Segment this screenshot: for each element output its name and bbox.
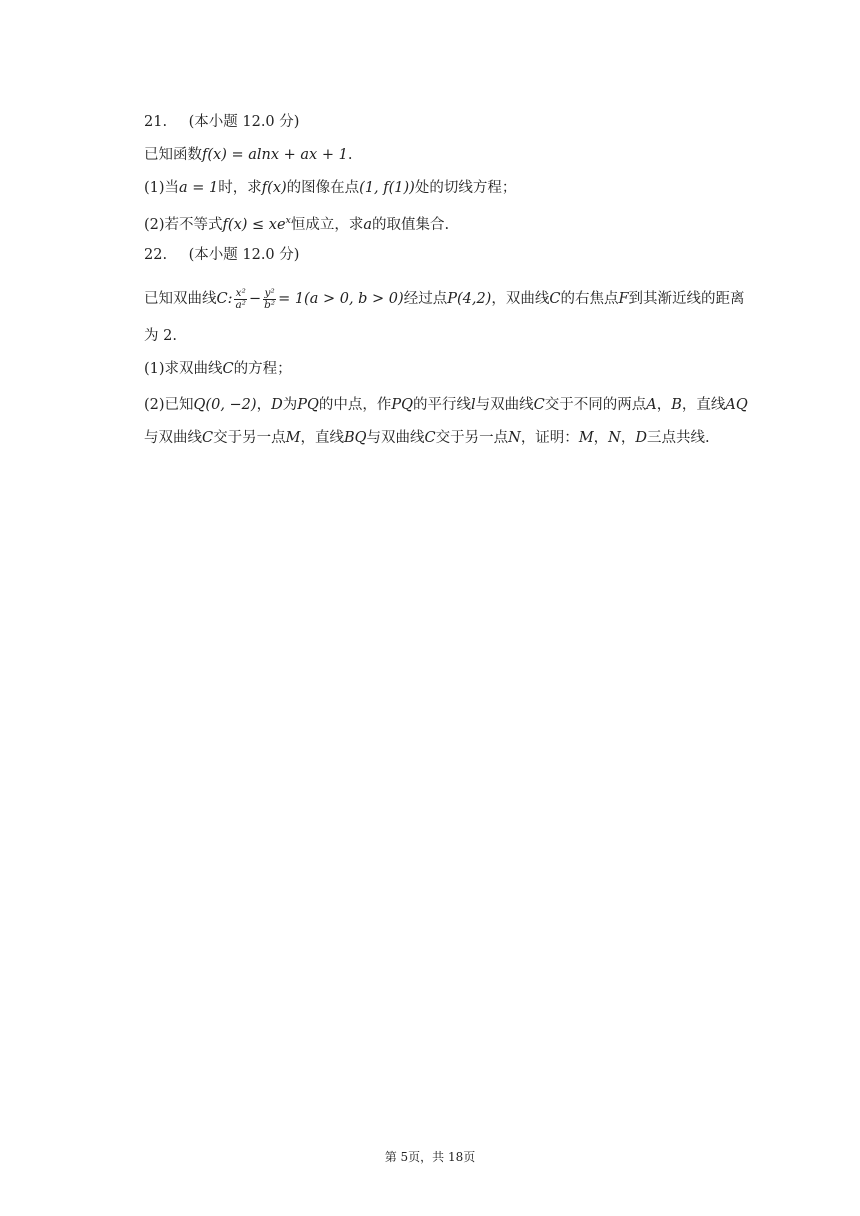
part-text: 三点共线.: [647, 430, 710, 446]
part-text: 与双曲线: [366, 430, 425, 446]
math-exponent: x: [285, 215, 291, 226]
part-text: 恒成立，求: [290, 216, 364, 233]
math-formula: C: [424, 430, 436, 446]
fraction-denominator: b²: [264, 298, 276, 311]
part-text: 为: [282, 397, 298, 413]
fraction-numerator: x²: [235, 286, 246, 299]
q22-part2-line1: [144, 395, 748, 415]
math-formula: F: [618, 291, 629, 307]
part-text: ，: [656, 397, 672, 413]
q21-stem: [144, 145, 352, 165]
math-formula: C:: [216, 291, 233, 307]
part-text: ，: [620, 430, 636, 446]
math-formula: N: [608, 430, 621, 446]
math-formula: C: [549, 291, 561, 307]
part-text: 交于另一点: [213, 430, 286, 446]
question-number: 22.: [144, 247, 168, 263]
math-formula: C: [222, 361, 234, 377]
q21-part2: [144, 211, 449, 235]
part-text: ，直线: [681, 397, 726, 413]
part-text: 的方程；: [233, 361, 292, 377]
stem-text: 已知双曲线: [144, 291, 217, 307]
q21-header: [144, 112, 299, 132]
math-formula: C: [202, 430, 214, 446]
part-text: 与双曲线: [144, 430, 202, 446]
stem-text: 到其渐近线的距离: [628, 291, 745, 307]
part-text: ，证明：: [520, 430, 579, 446]
math-formula: f(x): [261, 180, 287, 196]
part-text: 交于另一点: [435, 430, 509, 446]
math-formula: D: [271, 397, 283, 413]
q22-stem: [144, 287, 745, 311]
math-formula: C: [533, 397, 545, 413]
q22-stem-cont: [144, 326, 177, 346]
part-text: 的平行线: [413, 397, 472, 413]
stem-text: 已知函数: [144, 147, 202, 163]
math-formula: f(x) = alnx + ax + 1: [202, 147, 348, 163]
fraction-numerator: y²: [264, 286, 275, 299]
question-number: 21.: [144, 114, 168, 130]
part-text: (2)若不等式: [144, 216, 223, 233]
part-text: (1)求双曲线: [144, 361, 223, 377]
stem-text: ，双曲线: [491, 291, 550, 307]
part-text: 处的切线方程；: [414, 180, 517, 196]
math-formula: M: [578, 430, 594, 446]
math-formula: a: [363, 216, 373, 233]
question-points: (本小题 12.0 分): [188, 247, 300, 263]
part-text: ，: [593, 430, 609, 446]
math-formula: l: [471, 397, 476, 413]
math-formula: N: [508, 430, 521, 446]
part-text: 的取值集合.: [372, 216, 450, 233]
math-formula: M: [285, 430, 301, 446]
part-text: (2)已知: [144, 397, 194, 413]
math-formula: (1, f(1)): [359, 180, 415, 196]
math-formula: PQ: [391, 397, 414, 413]
q22-header: [144, 245, 299, 265]
math-formula: PQ: [297, 397, 319, 413]
part-text: ，: [256, 397, 272, 413]
stem-text: 经过点: [403, 291, 448, 307]
q22-part1: [144, 359, 292, 379]
part-text: 与双曲线: [475, 397, 534, 413]
math-formula: BQ: [343, 430, 367, 446]
math-formula: = 1(a > 0, b > 0): [278, 291, 404, 307]
question-points: (本小题 12.0 分): [188, 114, 300, 130]
math-formula: P(4,2): [447, 291, 492, 307]
fraction-x: [234, 288, 246, 311]
math-formula: AQ: [725, 397, 748, 413]
math-formula: B: [671, 397, 682, 413]
part-text: 时，求: [218, 180, 262, 196]
q21-part1: [144, 178, 516, 198]
math-formula: f(x) ≤ xe: [222, 216, 286, 233]
stem-text: 的右焦点: [560, 291, 619, 307]
part-text: (1)当: [144, 180, 180, 196]
page-footer: 第 5页，共 18页: [384, 1150, 476, 1164]
part-text: 的图像在点: [286, 180, 360, 196]
q22-part2-line2: [144, 428, 710, 448]
math-formula: A: [646, 397, 657, 413]
fraction-denominator: a²: [235, 298, 246, 311]
part-text: 的中点，作: [318, 397, 392, 413]
part-text: 交于不同的两点: [544, 397, 647, 413]
fraction-y: [263, 288, 276, 311]
stem-text: .: [347, 147, 353, 163]
math-operator: −: [248, 291, 262, 307]
math-formula: D: [635, 430, 647, 446]
part-text: ，直线: [300, 430, 344, 446]
math-formula: Q(0, −2): [193, 397, 257, 413]
stem-text: 为 2.: [144, 328, 177, 344]
math-formula: a = 1: [179, 180, 219, 196]
